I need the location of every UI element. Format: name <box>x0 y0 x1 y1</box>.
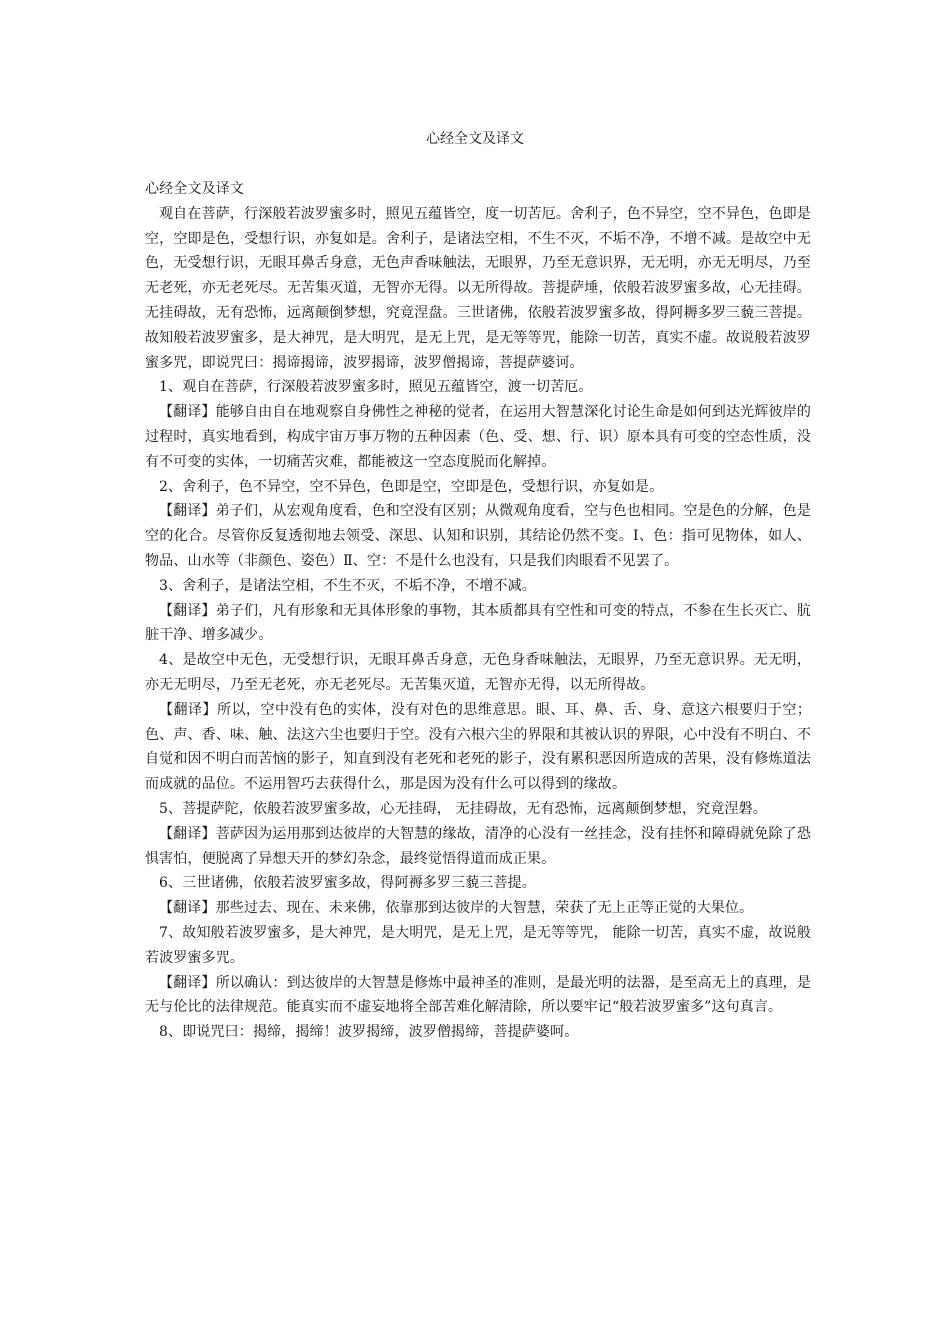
document-body <box>145 177 811 1045</box>
paragraph-verse-2: 2、舍利子，色不异空，空不异色，色即是空，空即是色，受想行识，亦复如是。 <box>159 478 664 495</box>
paragraph-translation-7: 【翻译】所以确认：到达彼岸的大智慧是修炼中最神圣的准则，是最光明的法器，是至高无上的真理，是无与伦比的法律规范。能真实而不虚妄地将全部苦难化解清除，所以要牢记“般若波罗蜜多”这句真言。 <box>145 974 811 1016</box>
page-title: 心经全文及译文 <box>426 131 524 147</box>
paragraph-translation-1: 【翻译】能够自由自在地观察自身佛性之神秘的觉者，在运用大智慧深化讨论生命是如何到达光辉彼岸的过程时，真实地看到，构成宇宙万事万物的五种因素（色、受、想、行、识）原本具有可变的空态性质，没有不可变的实体，一切痛苦灾难，都能被这一空态度脱而化解掉。 <box>145 404 811 470</box>
paragraph-verse-3: 3、舍利子，是诸法空相，不生不灭，不垢不净，不增不减。 <box>159 577 536 594</box>
paragraph-translation-3: 【翻译】弟子们，凡有形象和无具体形象的事物，其本质都具有空性和可变的特点，不参在生长灭亡、肮脏干净、增多减少。 <box>145 602 811 644</box>
paragraph-translation-5: 【翻译】菩萨因为运用那到达彼岸的大智慧的缘故，清净的心没有一丝挂念，没有挂怀和障碍就免除了恐惧害怕，便脱离了异想天开的梦幻杂念，最终觉悟得道而成正果。 <box>145 825 811 867</box>
paragraph-translation-2: 【翻译】弟子们，从宏观角度看，色和空没有区别；从微观角度看，空与色也相同。空是色的分解，色是空的化合。尽管你反复透彻地去领受、深思、认知和识别，其结论仍然不变。Ⅰ、色：指可见物体，如人、物品、山水等（非颜色、姿色）Ⅱ、空：不是什么也没有，只是我们肉眼看不见罢了。 <box>145 503 811 569</box>
paragraph-verse-5: 5、菩提萨陀，依般若波罗蜜多故，心无挂碍， 无挂碍故，无有恐怖，远离颠倒梦想，究竟涅磐。 <box>159 800 767 817</box>
section-heading: 心经全文及译文 <box>145 181 245 197</box>
paragraph-translation-6: 【翻译】那些过去、现在、未来佛，依靠那到达彼岸的大智慧，荣获了无上正等正觉的大果位。 <box>159 900 754 917</box>
paragraph-verse-8: 8、即说咒曰：揭缔，揭缔！波罗揭缔，波罗僧揭缔，菩提萨婆呵。 <box>159 1024 579 1041</box>
paragraph-verse-4: 4、是故空中无色，无受想行识，无眼耳鼻舌身意，无色身香味触法，无眼界，乃至无意识界。无无明，亦无无明尽，乃至无老死，亦无老死尽。无苦集灭道，无智亦无得，以无所得故。 <box>145 652 811 693</box>
paragraph-verse-6: 6、三世诸佛，依般若波罗蜜多故，得阿褥多罗三藐三菩提。 <box>159 875 536 892</box>
paragraph-verse-1: 1、观自在菩萨，行深般若波罗蜜多时，照见五蕴皆空，渡一切苦厄。 <box>159 379 593 396</box>
paragraph-translation-4: 【翻译】所以，空中没有色的实体，没有对色的思维意思。眼、耳、鼻、舌、身、意这六根要归于空；色、声、香、味、触、法这六尘也要归于空。没有六根六尘的界限和其被认识的界限，心中没有不明白、不自觉和因不明白而苦恼的影子，知直到没有老死和老死的影子，没有累积恶因所造成的苦果，没有修炼道法而成就的品位。不运用智巧去获得什么，那是因为没有什么可以得到的缘故。 <box>145 701 811 793</box>
paragraph-verse-7: 7、故知般若波罗蜜多，是大神咒，是大明咒，是无上咒，是无等等咒， 能除一切苦，真实不虚，故说般若波罗蜜多咒。 <box>145 924 811 966</box>
paragraph-sutra-full-text: 观自在菩萨，行深般若波罗蜜多时，照见五蕴皆空，度一切苦厄。舍利子，色不异空，空不异色，色即是空，空即是色，受想行识，亦复如是。舍利子，是诸法空相，不生不灭，不垢不净，不增不减。是故空中无色，无受想行识，无眼耳鼻舌身意，无色声香味触法，无眼界，乃至无意识界，无无明，亦无无明尽，乃至无老死，亦无老死尽。无苦集灭道，无智亦无得。以无所得故。菩提萨埵，依般若波罗蜜多故，心无挂碍。无挂碍故，无有恐怖，远离颠倒梦想，究竟涅盘。三世诸佛，依般若波罗蜜多故，得阿耨多罗三藐三菩提。故知般若波罗蜜多，是大神咒，是大明咒，是无上咒，是无等等咒，能除一切苦，真实不虚。故说般若波罗蜜多咒，即说咒曰：揭谛揭谛，波罗揭谛，波罗僧揭谛，菩提萨婆诃。 <box>145 205 811 371</box>
